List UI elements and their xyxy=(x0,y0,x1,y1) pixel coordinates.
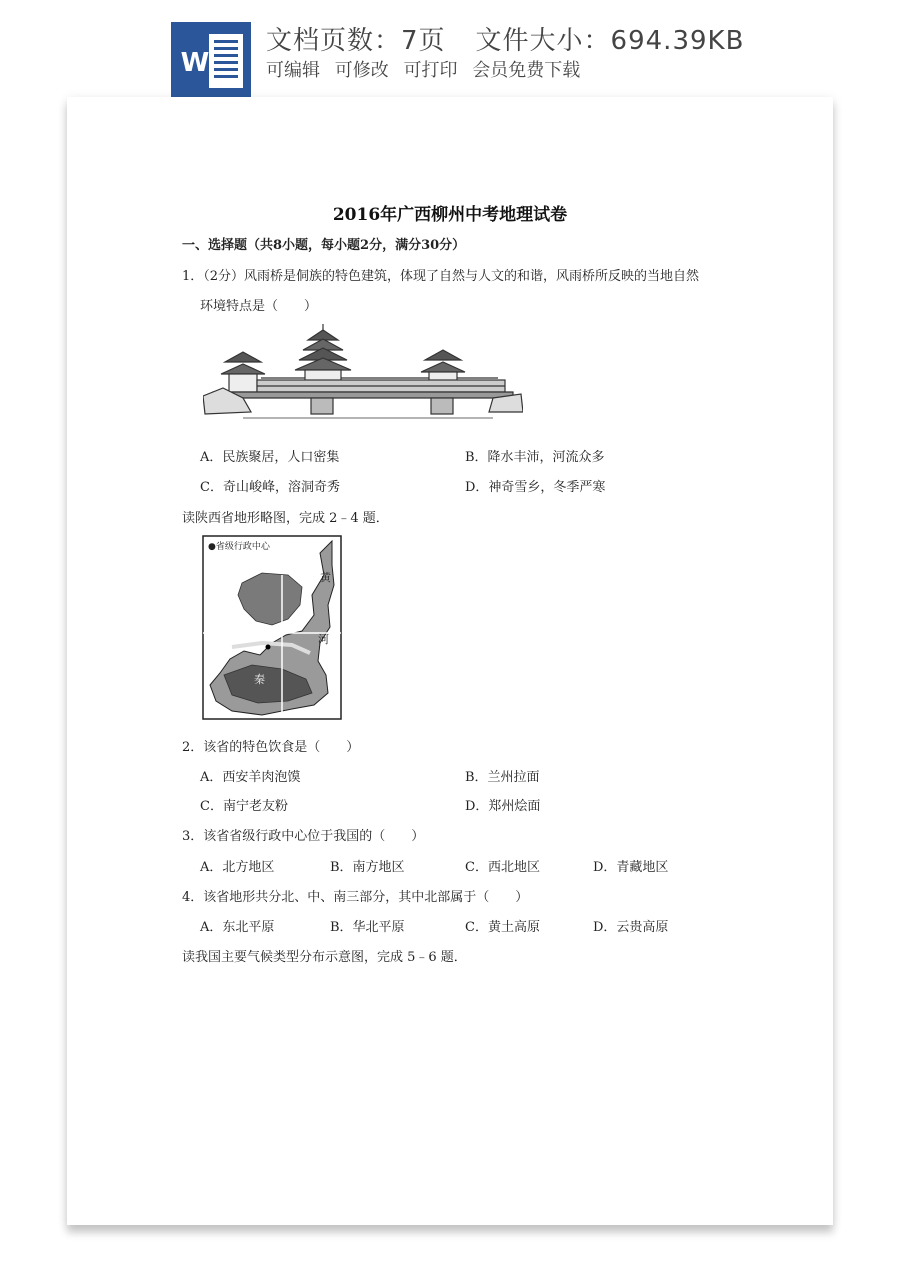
banner-stats xyxy=(266,20,744,57)
page-count: 文档页数：7页 xyxy=(266,26,446,56)
q2-option-b: B．兰州拉面 xyxy=(465,770,540,785)
map-label-he: 河 xyxy=(318,633,329,646)
map-legend: ●省级行政中心 xyxy=(208,542,270,552)
q4-option-d: D．云贵高原 xyxy=(593,920,669,935)
map-label-qin: 秦 xyxy=(254,673,265,686)
word-doc-icon xyxy=(171,22,251,98)
q1-option-b: B．降水丰沛，河流众多 xyxy=(465,450,605,465)
section-heading: 一、选择题（共8小题，每小题2分，满分30分） xyxy=(182,238,466,253)
q3-option-a: A．北方地区 xyxy=(200,860,275,875)
q2-option-c: C．南宁老友粉 xyxy=(200,799,288,814)
question-4: 4．该省地形共分北、中、南三部分，其中北部属于（ ） xyxy=(182,890,529,905)
q3-option-c: C．西北地区 xyxy=(465,860,540,875)
shaanxi-terrain-map xyxy=(202,535,342,720)
word-icon-letter: W xyxy=(180,48,210,78)
q4-option-c: C．黄土高原 xyxy=(465,920,540,935)
question-3: 3．该省省级行政中心位于我国的（ ） xyxy=(182,829,425,844)
document-page xyxy=(67,97,833,1225)
feature-editable: 可编辑 xyxy=(266,60,320,81)
q3-option-b: B．南方地区 xyxy=(330,860,405,875)
q2-option-a: A．西安羊肉泡馍 xyxy=(200,770,301,785)
question-1-line2: 环境特点是（ ） xyxy=(200,299,318,314)
exam-title: 2016年广西柳州中考地理试卷 xyxy=(332,205,568,225)
intro-questions-5-6: 读我国主要气候类型分布示意图，完成 5﹣6 题． xyxy=(182,950,467,965)
feature-member-download: 会员免费下载 xyxy=(472,60,581,81)
banner-features xyxy=(266,56,589,82)
feature-modifiable: 可修改 xyxy=(334,60,389,81)
q4-option-a: A．东北平原 xyxy=(200,920,275,935)
q3-option-d: D．青藏地区 xyxy=(593,860,669,875)
intro-questions-2-4: 读陕西省地形略图，完成 2﹣4 题． xyxy=(182,511,389,526)
q1-option-c: C．奇山峻峰，溶洞奇秀 xyxy=(200,480,340,495)
map-label-huang: 黄 xyxy=(320,571,331,584)
question-2: 2．该省的特色饮食是（ ） xyxy=(182,740,360,755)
file-size: 文件大小：694.39KB xyxy=(475,26,745,56)
feature-printable: 可打印 xyxy=(403,60,458,81)
question-1-line1: 1．（2分）风雨桥是侗族的特色建筑，体现了自然与人文的和谐，风雨桥所反映的当地自然 xyxy=(182,269,700,284)
q2-option-d: D．郑州烩面 xyxy=(465,799,541,814)
q1-option-a: A．民族聚居，人口密集 xyxy=(200,450,340,465)
wind-rain-bridge-illustration xyxy=(203,322,523,427)
download-banner xyxy=(0,0,900,100)
q4-option-b: B．华北平原 xyxy=(330,920,405,935)
q1-option-d: D．神奇雪乡，冬季严寒 xyxy=(465,480,606,495)
